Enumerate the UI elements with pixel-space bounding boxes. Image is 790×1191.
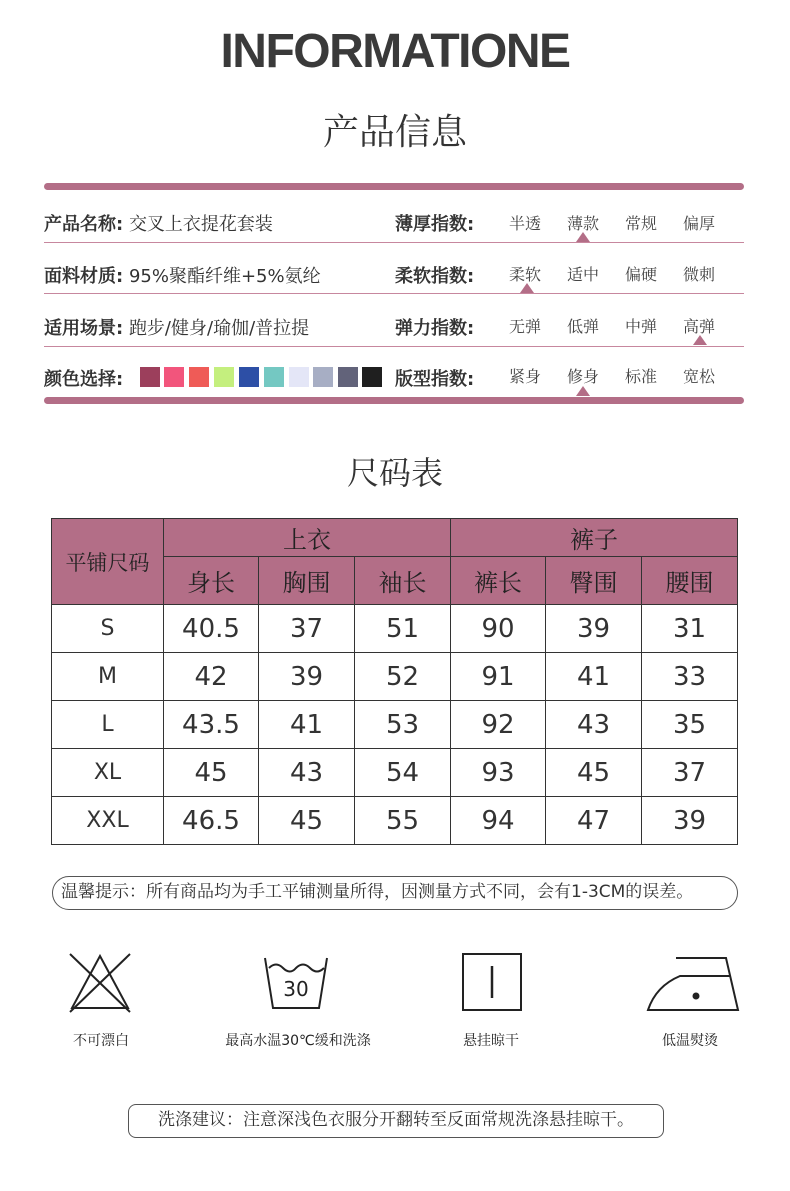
- size-name: XL: [52, 749, 164, 797]
- fit-selected-marker: [576, 386, 590, 396]
- elasticity-option: 低弹: [567, 317, 600, 336]
- table-cell: 46.5: [164, 797, 259, 845]
- table-cell: 39: [642, 797, 738, 845]
- size-name: S: [52, 605, 164, 653]
- size-corner-header: 平铺尺码: [52, 519, 164, 605]
- table-cell: 40.5: [164, 605, 259, 653]
- table-cell: 94: [451, 797, 546, 845]
- iron-icon: [646, 952, 740, 1018]
- no-bleach-icon: [68, 952, 132, 1018]
- table-cell: 33: [642, 653, 738, 701]
- color-swatch: [362, 367, 382, 387]
- elasticity-selected-marker: [693, 335, 707, 345]
- color-label: 颜色选择:: [44, 369, 124, 390]
- table-cell: 55: [355, 797, 451, 845]
- fabric: [44, 262, 321, 288]
- color-swatch: [164, 367, 184, 387]
- thickness-index-label: 薄厚指数:: [395, 214, 475, 235]
- elasticity-index-label: 弹力指数:: [395, 318, 475, 339]
- title-chinese: 产品信息: [322, 112, 467, 153]
- product-name: [44, 210, 273, 236]
- size-name: M: [52, 653, 164, 701]
- hang-dry-icon: [461, 952, 525, 1018]
- size-name: L: [52, 701, 164, 749]
- color-swatch: [289, 367, 309, 387]
- table-cell: 43.5: [164, 701, 259, 749]
- table-cell: 39: [259, 653, 355, 701]
- table-cell: 91: [451, 653, 546, 701]
- fabric-value: 95%聚酯纤维+5%氨纶: [128, 266, 321, 287]
- table-cell: 31: [642, 605, 738, 653]
- table-cell: 42: [164, 653, 259, 701]
- fabric-label: 面料材质:: [44, 266, 124, 287]
- scene-label: 适用场景:: [44, 318, 124, 339]
- fit-option: 宽松: [683, 367, 716, 386]
- hang-dry-label: 悬挂晾干: [463, 1033, 519, 1049]
- table-cell: 45: [259, 797, 355, 845]
- table-cell: 43: [259, 749, 355, 797]
- thickness-option: 半透: [509, 214, 542, 233]
- size-table-title: 尺码表: [346, 454, 443, 492]
- table-cell: 35: [642, 701, 738, 749]
- column-header: 腰围: [642, 557, 738, 605]
- table-cell: 51: [355, 605, 451, 653]
- size-name: XXL: [52, 797, 164, 845]
- color-swatch: [264, 367, 284, 387]
- fit-index-label: 版型指数:: [395, 369, 475, 390]
- column-header: 身长: [164, 557, 259, 605]
- softness-option: 适中: [567, 265, 600, 284]
- color-swatch: [140, 367, 160, 387]
- color-swatch: [189, 367, 209, 387]
- color-swatch: [214, 367, 234, 387]
- elasticity-option: 高弹: [683, 317, 716, 336]
- thickness-option: 薄款: [567, 214, 600, 233]
- washing-advice: 洗涤建议：注意深浅色衣服分开翻转至反面常规洗涤悬挂晾干。: [128, 1104, 664, 1138]
- color-choice: [44, 365, 123, 391]
- product-name-label: 产品名称:: [44, 214, 124, 235]
- table-cell: 41: [259, 701, 355, 749]
- table-cell: 53: [355, 701, 451, 749]
- table-row: [52, 653, 738, 701]
- wash-temp-number: 30: [283, 977, 309, 1001]
- softness-option: 柔软: [509, 265, 542, 284]
- table-cell: 37: [259, 605, 355, 653]
- table-cell: 39: [546, 605, 642, 653]
- thickness-selected-marker: [576, 232, 590, 242]
- no-bleach-label: 不可漂白: [73, 1033, 129, 1049]
- table-row: [52, 749, 738, 797]
- fit-option: 紧身: [509, 367, 542, 386]
- thickness-option: 常规: [625, 214, 658, 233]
- fit-option: 修身: [567, 367, 600, 386]
- column-header: 裤长: [451, 557, 546, 605]
- color-swatch: [239, 367, 259, 387]
- thickness-option: 偏厚: [683, 214, 716, 233]
- elasticity-option: 中弹: [625, 317, 658, 336]
- table-cell: 43: [546, 701, 642, 749]
- table-cell: 52: [355, 653, 451, 701]
- softness-option: 微刺: [683, 265, 716, 284]
- column-header: 臀围: [546, 557, 642, 605]
- column-header: 胸围: [259, 557, 355, 605]
- product-name-value: 交叉上衣提花套装: [128, 214, 273, 235]
- table-cell: 45: [164, 749, 259, 797]
- table-row: [52, 701, 738, 749]
- softness-option: 偏硬: [625, 265, 658, 284]
- table-row: [52, 797, 738, 845]
- row-divider: [44, 242, 744, 243]
- row-divider: [44, 293, 744, 294]
- table-cell: 54: [355, 749, 451, 797]
- wash-label: 最高水温30℃缓和洗涤: [225, 1033, 371, 1049]
- bottom-divider-bar: [44, 397, 744, 404]
- wash-30-icon: [263, 952, 329, 1018]
- pants-group-header: 裤子: [451, 519, 738, 557]
- table-cell: 92: [451, 701, 546, 749]
- table-cell: 90: [451, 605, 546, 653]
- softness-selected-marker: [520, 283, 534, 293]
- row-divider: [44, 346, 744, 347]
- measurement-tip: 温馨提示：所有商品均为手工平铺测量所得，因测量方式不同，会有1-3CM的误差。: [52, 876, 738, 910]
- softness-index-label: 柔软指数:: [395, 266, 475, 287]
- top-divider-bar: [44, 183, 744, 190]
- scene: [44, 314, 309, 340]
- table-cell: 37: [642, 749, 738, 797]
- top-group-header: 上衣: [164, 519, 451, 557]
- fit-option: 标准: [625, 367, 658, 386]
- table-cell: 47: [546, 797, 642, 845]
- table-cell: 45: [546, 749, 642, 797]
- size-table: [51, 518, 738, 845]
- elasticity-option: 无弹: [509, 317, 542, 336]
- title-english: INFORMATIONE: [220, 25, 570, 78]
- table-row: [52, 605, 738, 653]
- table-cell: 41: [546, 653, 642, 701]
- scene-value: 跑步/健身/瑜伽/普拉提: [128, 318, 310, 339]
- table-cell: 93: [451, 749, 546, 797]
- iron-label: 低温熨烫: [662, 1033, 718, 1049]
- column-header: 袖长: [355, 557, 451, 605]
- color-swatch: [313, 367, 333, 387]
- color-swatch: [338, 367, 358, 387]
